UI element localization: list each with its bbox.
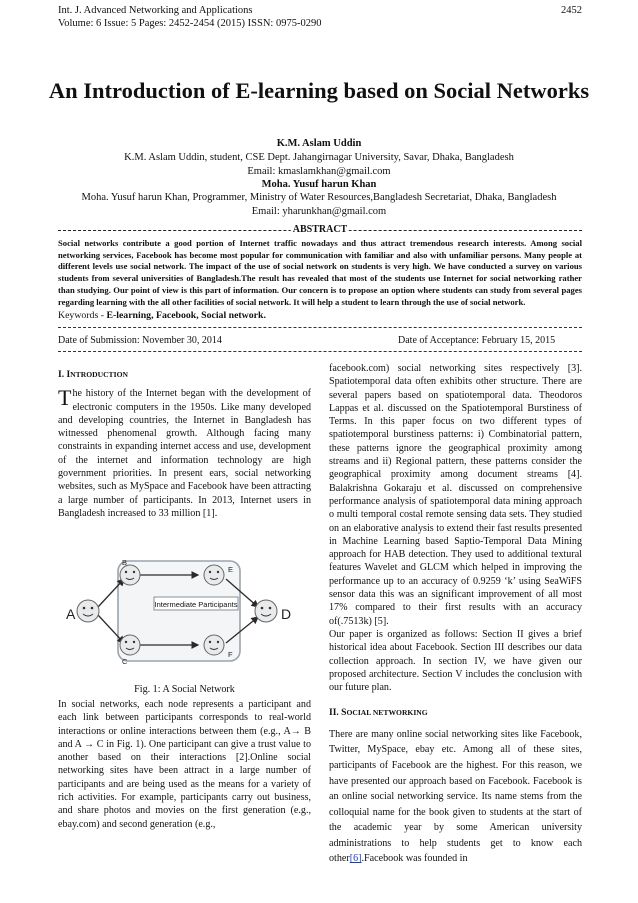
- section-heading-introduction: [58, 368, 311, 382]
- figure-social-network: [66, 557, 306, 667]
- node-e-face: [204, 565, 224, 585]
- social-networking-text: There are many online social networking sites like Facebook, Twitter, MySpace, ebay etc. Among all of these sites, participants of Facebook are the highest. For this reason, we have presented our approach based on Facebook. Facebook is an online social networking service. Its name stems from the colloquial name for the book given to students at the start of the academic year by some American university administrations to help students get to know each other: [329, 728, 582, 865]
- node-d-face: [255, 600, 277, 622]
- journal-name: Int. J. Advanced Networking and Applications: [58, 5, 253, 16]
- dates-row: [58, 335, 582, 346]
- keywords-label: Keywords -: [58, 310, 107, 321]
- node-c-face: [120, 635, 140, 655]
- right-paragraph-2: Our paper is organized as follows: Section II gives a brief historical idea about Facebook. Section III describes our data collection approach. In section IV, we have given our proposed architecture. Section V includes the conclusion with our future plan.: [329, 628, 582, 694]
- keywords: [58, 310, 266, 321]
- section-number: I.: [58, 370, 65, 380]
- node-label-b: B: [122, 558, 128, 567]
- journal-volume-info: Volume: 6 Issue: 5 Pages: 2452-2454 (2015) ISSN: 0975-0290: [58, 18, 322, 29]
- figure-caption: Fig. 1: A Social Network: [134, 684, 235, 695]
- node-label-f: F: [228, 650, 233, 659]
- node-label-e: E: [228, 565, 234, 574]
- author-name-1: K.M. Aslam Uddin: [276, 138, 362, 149]
- keywords-value: E-learning, Facebook, Social network.: [106, 310, 266, 321]
- page-number: 2452: [561, 5, 582, 16]
- abstract-label: ABSTRACT: [292, 224, 348, 235]
- node-label-c: C: [122, 657, 128, 666]
- reference-link-6[interactable]: [6]: [349, 853, 362, 865]
- section-heading-social-networking: [329, 706, 582, 720]
- social-networking-text-end: .Facebook was founded in: [361, 853, 468, 865]
- section-number: II.: [329, 708, 339, 719]
- left-column: [58, 368, 311, 520]
- author-email-1: Email: kmaslamkhan@gmail.com: [247, 166, 391, 177]
- date-submission: Date of Submission: November 30, 2014: [58, 335, 222, 346]
- divider-rule-lower: [58, 351, 582, 352]
- abstract-divider: [58, 223, 582, 237]
- figure-svg: [66, 557, 306, 667]
- abstract-text: Social networks contribute a good portion of Internet traffic nowadays and thus attract tremendous research interests. Among social networking services, Facebook has become most popular for communication with familiar and also with unfamiliar persons. Many people at different levels use social network. The impact of the use of social network on students is very high. We have conducted a survey on various students from several universities of Bangladesh.The result has revealed that most of the students use Internet for social networking rather than studying. Our point of view is this part of information. Our concern is to propose an option where students can study from several pages regarding learning with the all other facilities of social network. It will help a student to learn through the use of social network.: [58, 238, 582, 307]
- node-label-d: D: [281, 606, 292, 622]
- left-column-lower: [58, 698, 311, 831]
- drop-cap: T: [58, 385, 72, 411]
- node-label-a: A: [66, 606, 76, 622]
- right-paragraph-1: facebook.com) social networking sites respectively [3]. Spatiotemporal data often exhibits other structure. There are several papers based on spatiotemporal data. Theodoros Lappas et al. discussed on the Spatiotemporal Burstiness of Terms. In this paper focus on two different types of spatiotemporal burstiness patterns: i) Combinatorial pattern, these patterns ignore the geographical proximity among streams and ii) Regional pattern, these patterns consider the geographical proximity among document streams [4]. Balakrishna Gokaraju et al. discussed on comprehensive performance analysis of spatiotemporal data mining approach o multi temporal costal remote sensing data sets. They studied on an elaborative analysis to extend their fast results presented in Machine Learning based Saptio-Temporal Data Mining approach for HAB detection. They used to additional textural features Wavelet and GLCM which helped in improving the performance up to an accuracy of 0.9259 ‘k’ using SeaWiFS sensor data this was an significant improvement of all most 17% compared to their first results with an accuracy of(.7513k) [5].: [329, 363, 582, 627]
- node-b-face: [120, 565, 140, 585]
- author-affiliation-1: K.M. Aslam Uddin, student, CSE Dept. Jahangirnagar University, Savar, Dhaka, Bangladesh: [124, 152, 514, 163]
- date-acceptance: Date of Acceptance: February 15, 2015: [398, 335, 556, 346]
- node-f-face: [204, 635, 224, 655]
- node-a-face: [77, 600, 99, 622]
- intro-paragraph-1-text: he history of the Internet began with the development of electronic computers in the 1950s. Like many developed and developing countries, the Internet in Bangladesh has witnessed phenomenal growth. Although facing many constraints in expanding internet access and use, development of the internet and information technology are high government priorities. In present ears, social networking websites, such as MySpace and Facebook have been attracting a large number of participants. In 2013, Internet users in Bangladesh increased to 33 million [1].: [58, 388, 311, 519]
- social-networking-paragraph: [329, 727, 582, 867]
- author-email-2: Email: yharunkhan@gmail.com: [251, 206, 387, 217]
- section-title-rest: NTRODUCTION: [70, 370, 128, 379]
- intermediate-label: Intermediate Participants: [154, 600, 238, 609]
- intro-paragraph-2: In social networks, each node represents a participant and each link between participants corresponds to real-world interactions or online interactions between them (e.g., A→ B and A → C in Fig. 1). One participant can give a trust value to another based on their interactions [2].Online social networking sites have been attract in a large number of participants and are being used as the means for a variety of rich activities. For example, participants carry out business, and share photos and movies on the first generation (e.g., ebay.com) and second generation (e.g.,: [58, 699, 311, 830]
- section-title-rest: OCIAL NETWORKING: [346, 708, 428, 718]
- section-title-initial: S: [341, 708, 347, 719]
- divider-rule-upper: [58, 327, 582, 328]
- author-name-2: Moha. Yusuf harun Khan: [261, 179, 377, 190]
- author-affiliation-2: Moha. Yusuf harun Khan, Programmer, Ministry of Water Resources,Bangladesh Secretariat, Dhaka, Bangladesh: [81, 192, 557, 203]
- right-column: [329, 362, 582, 867]
- section-title-initial: I: [66, 370, 71, 380]
- paper-title: An Introduction of E-learning based on Social Networks: [48, 78, 590, 103]
- intro-paragraph-1: [58, 387, 311, 520]
